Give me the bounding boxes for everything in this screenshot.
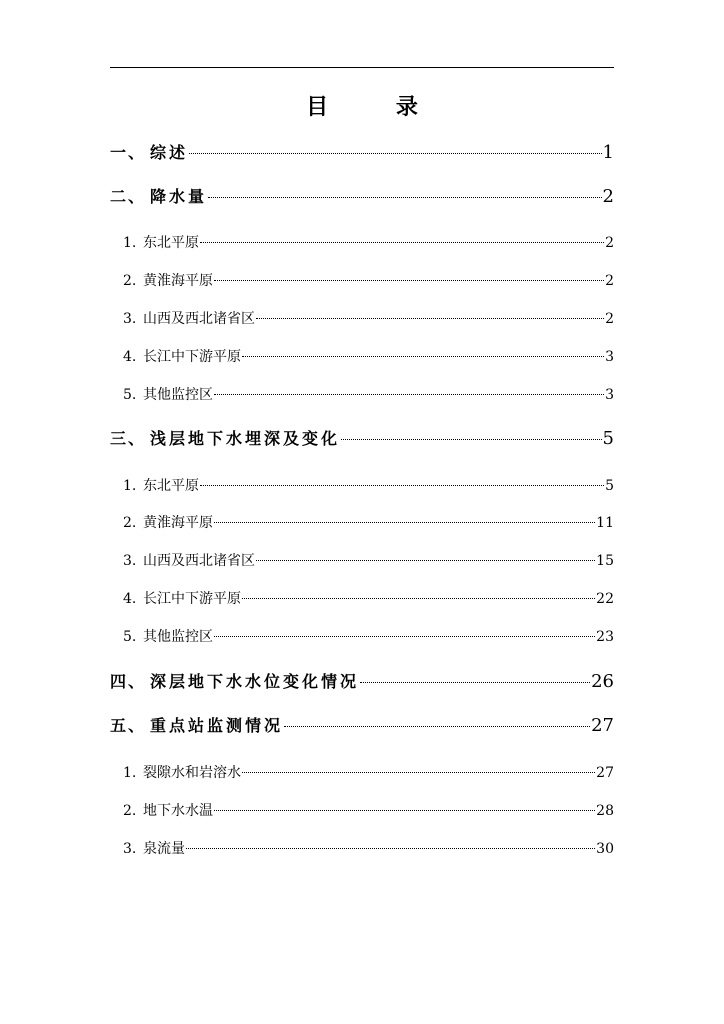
- dot-leader: [284, 726, 590, 727]
- dot-leader: [208, 197, 602, 198]
- toc-subsection-number: 1.: [123, 235, 137, 251]
- toc-subsection-3-2[interactable]: [123, 513, 614, 533]
- toc-subsection-number: 2.: [123, 515, 137, 531]
- toc-page-number: 2: [605, 311, 614, 327]
- toc-subsection-label: 黄淮海平原: [143, 273, 213, 289]
- toc-section-label: 浅层地下水埋深及变化: [150, 429, 341, 448]
- toc-subsection-2-4[interactable]: [123, 347, 614, 367]
- toc-subsection-label: 长江中下游平原: [143, 591, 241, 607]
- toc-subsection-5-1[interactable]: [123, 763, 614, 783]
- toc-subsection-label: 地下水水温: [143, 803, 213, 819]
- dot-leader: [214, 810, 595, 811]
- toc-page-number: 5: [602, 428, 614, 449]
- toc-page-number: 22: [596, 591, 614, 607]
- toc-subsection-label: 其他监控区: [143, 387, 213, 403]
- toc-subsection-label: 山西及西北诸省区: [143, 311, 255, 327]
- toc-section-label: 降水量: [150, 187, 208, 206]
- toc-section-number: 四、: [110, 672, 147, 691]
- toc-page-number: 2: [602, 186, 614, 207]
- toc-section-label: 深层地下水水位变化情况: [150, 672, 360, 691]
- dot-leader: [242, 598, 595, 599]
- toc-subsection-5-2[interactable]: [123, 801, 614, 821]
- toc-subsection-2-5[interactable]: [123, 385, 614, 405]
- dot-leader: [200, 485, 604, 486]
- toc-subsection-label: 长江中下游平原: [143, 349, 241, 365]
- dot-leader: [256, 318, 604, 319]
- toc-section-number: 五、: [110, 716, 147, 735]
- toc-subsection-3-3[interactable]: [123, 551, 614, 571]
- toc-section-label: 综述: [150, 143, 189, 162]
- toc-page-number: 23: [596, 629, 614, 645]
- toc-subsection-5-3[interactable]: [123, 839, 614, 859]
- toc-subsection-number: 5.: [123, 387, 137, 403]
- toc-section-1[interactable]: [110, 141, 614, 165]
- dot-leader: [214, 394, 604, 395]
- toc-subsection-number: 4.: [123, 349, 137, 365]
- toc-page-number: 11: [596, 515, 614, 531]
- toc-section-number: 三、: [110, 429, 147, 448]
- toc-subsection-label: 东北平原: [143, 478, 199, 494]
- toc-subsection-label: 泉流量: [143, 841, 185, 857]
- toc-page-number: 27: [596, 765, 614, 781]
- toc-title: 目 录: [306, 94, 448, 120]
- toc-subsection-number: 2.: [123, 273, 137, 289]
- toc-section-number: 一、: [110, 143, 147, 162]
- toc-page-number: 28: [596, 803, 614, 819]
- dot-leader: [341, 439, 602, 440]
- dot-leader: [214, 522, 595, 523]
- toc-subsection-number: 1.: [123, 478, 137, 494]
- toc-page-number: 27: [591, 715, 614, 736]
- toc-subsection-label: 山西及西北诸省区: [143, 553, 255, 569]
- toc-subsection-number: 5.: [123, 629, 137, 645]
- toc-section-4[interactable]: [110, 670, 614, 694]
- toc-page-number: 2: [605, 273, 614, 289]
- toc-subsection-2-2[interactable]: [123, 271, 614, 291]
- toc-section-2[interactable]: [110, 185, 614, 209]
- toc-section-5[interactable]: [110, 714, 614, 738]
- toc-subsection-label: 黄淮海平原: [143, 515, 213, 531]
- toc-section-number: 二、: [110, 187, 147, 206]
- toc-subsection-label: 东北平原: [143, 235, 199, 251]
- toc-subsection-number: 4.: [123, 591, 137, 607]
- dot-leader: [189, 153, 602, 154]
- toc-page-number: 2: [605, 235, 614, 251]
- toc-page-number: 30: [596, 841, 614, 857]
- toc-subsection-label: 其他监控区: [143, 629, 213, 645]
- dot-leader: [360, 682, 590, 683]
- toc-page-number: 15: [596, 553, 614, 569]
- toc-page-number: 1: [602, 142, 614, 163]
- toc-subsection-3-4[interactable]: [123, 589, 614, 609]
- toc-subsection-2-1[interactable]: [123, 233, 614, 253]
- toc-subsection-number: 1.: [123, 765, 137, 781]
- toc-page-number: 3: [605, 349, 614, 365]
- dot-leader: [214, 280, 604, 281]
- toc-subsection-number: 3.: [123, 841, 137, 857]
- toc-subsection-number: 2.: [123, 803, 137, 819]
- dot-leader: [200, 242, 604, 243]
- dot-leader: [242, 356, 604, 357]
- toc-subsection-3-1[interactable]: [123, 476, 614, 496]
- dot-leader: [256, 560, 595, 561]
- header-rule: [110, 67, 614, 68]
- toc-subsection-2-3[interactable]: [123, 309, 614, 329]
- toc-section-3[interactable]: [110, 427, 614, 451]
- toc-subsection-3-5[interactable]: [123, 627, 614, 647]
- toc-subsection-number: 3.: [123, 311, 137, 327]
- toc-section-label: 重点站监测情况: [150, 716, 284, 735]
- toc-subsection-number: 3.: [123, 553, 137, 569]
- dot-leader: [242, 772, 595, 773]
- dot-leader: [186, 848, 595, 849]
- toc-page-number: 26: [591, 671, 614, 692]
- toc-page-number: 5: [605, 478, 614, 494]
- toc-page-number: 3: [605, 387, 614, 403]
- dot-leader: [214, 636, 595, 637]
- toc-subsection-label: 裂隙水和岩溶水: [143, 765, 241, 781]
